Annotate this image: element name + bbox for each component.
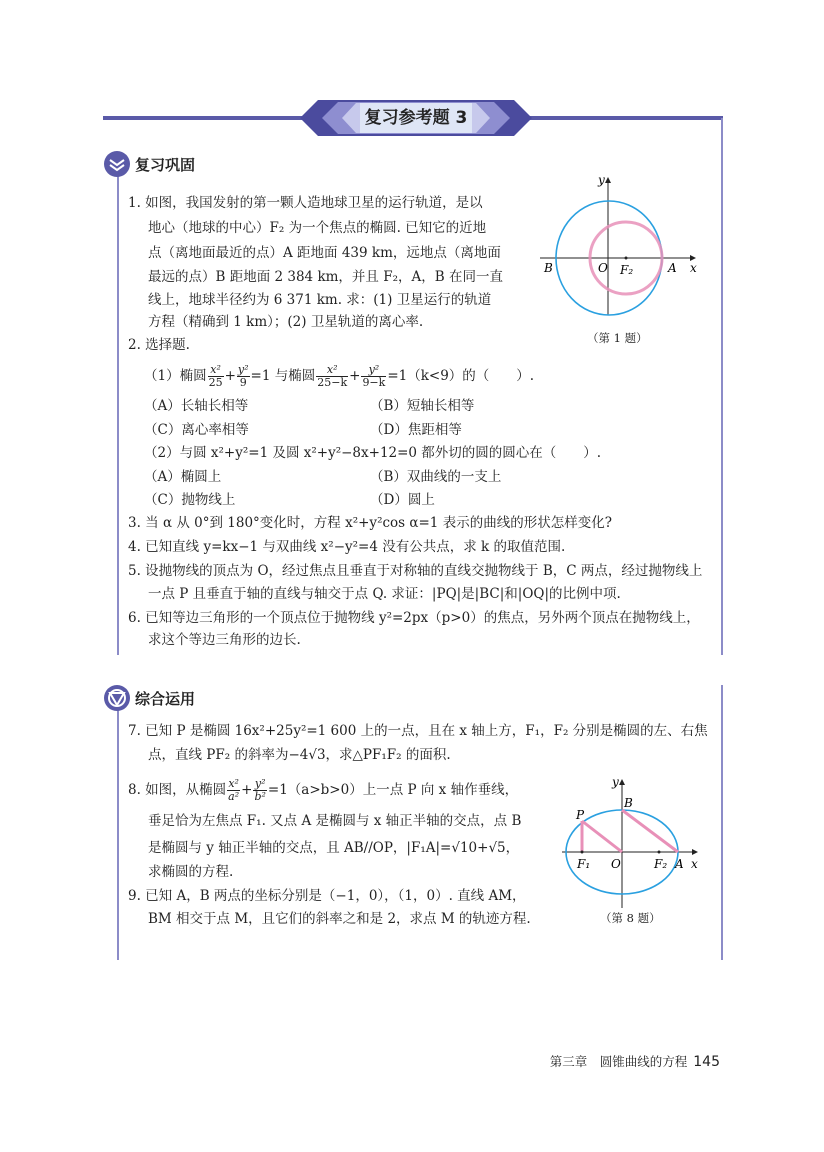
- problem-2-heading: 2. 选择题.: [128, 337, 190, 353]
- option: （C）抛物线上: [144, 492, 236, 508]
- denominator: 9: [239, 376, 247, 389]
- problem-1-line: 1. 如图，我国发射的第一颗人造地球卫星的运行轨道，是以: [128, 195, 483, 211]
- page-footer: [550, 1052, 720, 1070]
- fraction: [253, 778, 266, 803]
- title-banner: [300, 100, 532, 136]
- problem-9-line: 9. 已知 A，B 两点的坐标分别是（−1，0），（1，0）. 直线 AM，: [128, 888, 526, 904]
- text: +: [224, 368, 236, 384]
- page-number: 145: [693, 1054, 720, 1070]
- label-P: P: [576, 808, 585, 822]
- numerator: y²: [254, 777, 266, 790]
- fraction: [361, 364, 386, 389]
- text: +: [241, 782, 253, 798]
- problem-3: 3. 当 α 从 0°到 180°变化时，方程 x²+y²cos α=1 表示的曲线的形状怎样变化?: [128, 515, 612, 531]
- label-y: y: [598, 173, 605, 187]
- fraction: [208, 364, 224, 389]
- denominator: 25: [208, 376, 223, 389]
- problem-9-line: BM 相交于点 M，且它们的斜率之和是 2，求点 M 的轨迹方程.: [148, 911, 531, 927]
- problem-7-line: 点，直线 PF₂ 的斜率为−4√3，求△PF₁F₂ 的面积.: [148, 747, 451, 763]
- section-title-application: 综合运用: [135, 690, 196, 708]
- frame-right-2: [721, 685, 723, 960]
- problem-2-1-stem: [144, 364, 534, 389]
- label-O: O: [611, 857, 621, 871]
- frame-left-1: [117, 176, 119, 655]
- denominator: b²: [254, 790, 266, 803]
- label-A: A: [668, 261, 677, 275]
- problem-1-line: 地心（地球的中心）F₂ 为一个焦点的椭圆. 已知它的近地: [148, 220, 487, 236]
- application-section-icon: [103, 684, 131, 712]
- fraction: [316, 364, 348, 389]
- numerator: x²: [316, 364, 348, 377]
- figure-1-caption: （第 1 题）: [587, 331, 648, 345]
- frame-left-2: [117, 710, 119, 960]
- text: +: [349, 368, 361, 384]
- option: （D）焦距相等: [370, 422, 462, 438]
- fraction: [237, 364, 250, 389]
- denominator: 9−k: [362, 376, 386, 389]
- label-F2: F₂: [620, 263, 634, 277]
- label-F2: F₂: [654, 857, 668, 871]
- label-x: x: [690, 261, 697, 275]
- label-O: O: [598, 261, 608, 275]
- option: （D）圆上: [370, 492, 435, 508]
- problem-6-line: 求这个等边三角形的边长.: [148, 632, 301, 648]
- problem-8-line: 求椭圆的方程.: [148, 864, 234, 880]
- figure-8-ellipse: [555, 772, 715, 912]
- problem-5-line: 一点 P 且垂直于轴的直线与轴交于点 Q. 求证：|PQ|是|BC|和|OQ|的比例中项.: [148, 586, 621, 602]
- denominator: a²: [228, 790, 240, 803]
- problem-1-line: 点（离地面最近的点）A 距地面 439 km，远地点（离地面: [148, 245, 501, 261]
- review-section-icon: [103, 150, 131, 178]
- label-A: A: [675, 857, 684, 871]
- problem-1-line: 最远的点）B 距地面 2 384 km，并且 F₂，A，B 在同一直: [148, 269, 503, 285]
- numerator: x²: [228, 777, 239, 790]
- problem-6-line: 6. 已知等边三角形的一个顶点位于抛物线 y²=2px（p>0）的焦点，另外两个顶点在抛物线上，: [128, 610, 700, 626]
- problem-5-line: 5. 设抛物线的顶点为 O，经过焦点且垂直于对称轴的直线交抛物线于 B，C 两点，经过抛物线上: [128, 563, 703, 579]
- problem-1-line: 线上，地球半径约为 6 371 km. 求：(1) 卫星运行的轨道: [148, 292, 492, 308]
- numerator: y²: [237, 363, 249, 376]
- label-x: x: [691, 857, 698, 871]
- frame-right-1: [721, 118, 723, 655]
- problem-8-line: 是椭圆与 y 轴正半轴的交点，且 AB//OP，|F₁A|=√10+√5，: [148, 840, 520, 856]
- text: （1）椭圆: [144, 368, 207, 384]
- chapter-title: 第三章 圆锥曲线的方程: [549, 1054, 688, 1069]
- problem-7-line: 7. 已知 P 是椭圆 16x²+25y²=1 600 上的一点，且在 x 轴上方，F₁，F₂ 分别是椭圆的左、右焦: [128, 723, 708, 739]
- option: （A）椭圆上: [144, 469, 222, 485]
- option: （B）短轴长相等: [370, 398, 475, 414]
- label-F1: F₁: [577, 857, 591, 871]
- section-title-review: 复习巩固: [135, 156, 196, 174]
- figure-8-caption: （第 8 题）: [600, 911, 661, 925]
- label-y: y: [612, 775, 619, 789]
- option: （B）双曲线的一支上: [370, 469, 502, 485]
- option: （C）离心率相等: [144, 422, 249, 438]
- label-B: B: [624, 796, 633, 810]
- page-title: 复习参考题 3: [364, 108, 468, 128]
- text: =1（k<9）的（ ）.: [387, 368, 535, 384]
- problem-4: 4. 已知直线 y=kx−1 与双曲线 x²−y²=4 没有公共点，求 k 的取值范围.: [128, 539, 566, 555]
- figure-1-orbit: [530, 170, 710, 320]
- text: 8. 如图，从椭圆: [128, 782, 227, 798]
- problem-8-stem: [128, 778, 518, 803]
- fraction: [227, 778, 240, 803]
- text: =1（a>b>0）上一点 P 向 x 轴作垂线，: [267, 782, 519, 798]
- numerator: y²: [361, 364, 386, 377]
- option: （A）长轴长相等: [144, 398, 249, 414]
- label-B: B: [544, 261, 553, 275]
- problem-8-line: 垂足恰为左焦点 F₁. 又点 A 是椭圆与 x 轴正半轴的交点，点 B: [148, 813, 522, 829]
- numerator: x²: [208, 364, 224, 377]
- problem-1-line: 方程（精确到 1 km）；(2) 卫星轨道的离心率.: [148, 314, 424, 330]
- denominator: 25−k: [317, 376, 348, 389]
- problem-2-2-stem: （2）与圆 x²+y²=1 及圆 x²+y²−8x+12=0 都外切的圆的圆心在（ ）.: [144, 445, 602, 461]
- text: =1 与椭圆: [250, 368, 316, 384]
